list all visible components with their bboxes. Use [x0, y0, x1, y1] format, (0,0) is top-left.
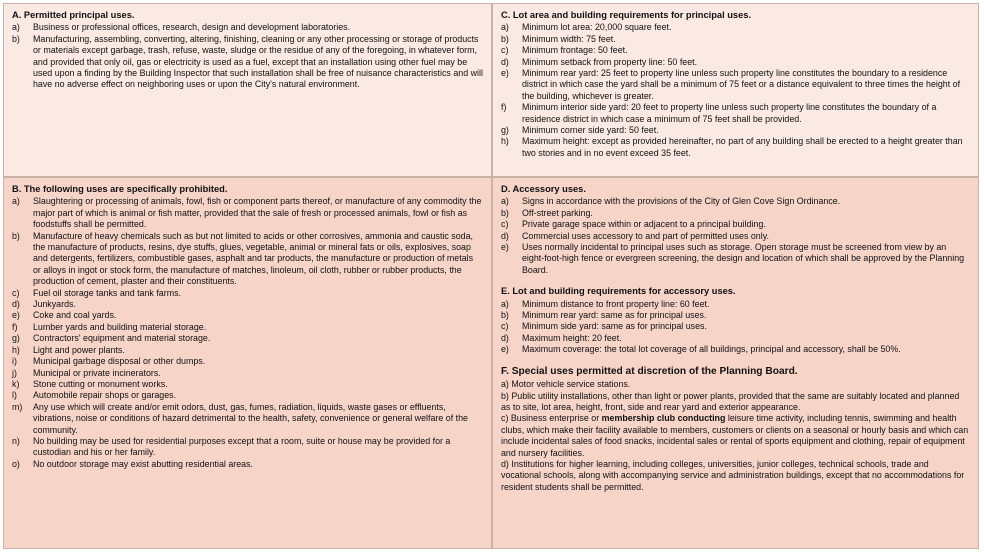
item-text: Any use which will create and/or emit odors, dust, gas, fumes, radiation, liquids, waste gases or effluents, vibrations, noise or conditions of hazard detrimental to the health, safety, convenience or general welfare of the community. — [33, 401, 468, 435]
item-marker: a) — [12, 196, 20, 207]
item-marker: b) — [501, 310, 509, 321]
item-text: Minimum rear yard: 25 feet to property line unless such property line constitutes the boundary to a residence district in which case the yard shall be a minimum of 75 feet or a distance equivalent to three times the height of the building, whichever is greater. — [522, 68, 961, 101]
list-item — [501, 136, 970, 159]
item-marker: m) — [12, 401, 23, 412]
list-item — [501, 344, 970, 355]
item-text: No building may be used for residential purposes except that a room, suite or house may be provided for a custodian and his or her family. — [33, 435, 451, 458]
item-text: leisure time activity, including tennis, swimming and health clubs, which make their facility available to members, customers or clients on a seasonal or hourly basis and which can include incidental sales of food snacks, incidental sales or rental of sports equipment and clothing, repair of equipment and nursery facilities. — [501, 413, 969, 458]
section-e-list — [501, 299, 970, 356]
section-b-heading: B. The following uses are specifically prohibited. — [12, 184, 228, 194]
item-text: Business or professional offices, research, design and development laboratories. — [33, 22, 351, 33]
item-text: Minimum rear yard: same as for principal uses. — [522, 310, 707, 321]
section-f-heading: F. Special uses permitted at discretion of the Planning Board. — [501, 365, 798, 377]
item-marker: n) — [12, 435, 20, 446]
section-a-heading: A. Permitted principal uses. — [12, 10, 135, 20]
section-f-item-d: d) Institutions for higher learning, including colleges, universities, junior colleges, technical schools, trade and vocational schools, along with accompanying service and administration buildings, except that no accommodations for resident students shall be permitted. — [501, 458, 965, 492]
item-marker: j) — [12, 367, 17, 378]
item-text: Automobile repair shops or garages. — [33, 390, 177, 401]
item-marker: d) — [501, 56, 509, 67]
item-text: Minimum interior side yard: 20 feet to property line unless such property line constitutes the boundary of a residence district in which case a minimum of 75 feet shall be provided. — [522, 102, 937, 124]
list-item — [12, 436, 483, 459]
item-text: Commercial uses accessory to and part of permitted uses only. — [522, 230, 769, 241]
list-item — [12, 231, 483, 288]
item-text: Minimum setback from property line: 50 feet. — [522, 56, 698, 67]
item-marker: d) — [501, 332, 509, 343]
list-item — [12, 322, 483, 333]
list-item — [12, 288, 483, 299]
list-item — [501, 321, 970, 332]
list-item — [12, 310, 483, 321]
item-marker: d) — [12, 299, 20, 310]
item-text: No outdoor storage may exist abutting residential areas. — [33, 458, 254, 469]
item-text: Lumber yards and building material storage. — [33, 321, 207, 332]
list-item — [501, 242, 970, 276]
section-f-item-b: b) Public utility installations, other than light or power plants, provided that the same are suitably located and planned as to site, lot area, height, front, side and rear yard and exterior appearance. — [501, 390, 960, 412]
item-text: Slaughtering or processing of animals, fowl, fish or component parts thereof, or manufacture of any commodity the major part of which is animal or fish matter, provided that the sale of fresh or processed animals, fowl or fish as foodstuffs shall be permitted. — [33, 196, 482, 230]
section-b-cell — [3, 177, 492, 549]
item-marker: a) — [12, 22, 20, 33]
item-marker: f) — [12, 321, 18, 332]
item-marker: a) — [501, 298, 509, 309]
section-c-heading: C. Lot area and building requirements for principal uses. — [501, 10, 752, 20]
section-a-cell — [3, 3, 492, 177]
section-d-heading: D. Accessory uses. — [501, 184, 586, 194]
section-d-list — [501, 196, 970, 276]
section-c-cell — [492, 3, 979, 177]
item-text: Light and power plants. — [33, 344, 125, 355]
list-item — [501, 310, 970, 321]
item-text: Uses normally incidental to principal uses such as storage. Open storage must be screened from view by an eight-foot-high fence or evergreen screening, the design and location of which shall be approved by the Planning Board. — [522, 242, 965, 275]
list-item — [12, 402, 483, 436]
list-item — [501, 333, 970, 344]
list-item — [501, 34, 970, 45]
item-marker: d) — [501, 230, 509, 241]
item-marker: b) — [12, 33, 20, 44]
list-item — [501, 45, 970, 56]
list-item — [12, 196, 483, 230]
section-def-cell — [492, 177, 979, 549]
item-text: c) Business enterprise or — [501, 413, 602, 424]
item-text: Contractors' equipment and material storage. — [33, 333, 211, 344]
item-text: Minimum side yard: same as for principal uses. — [522, 321, 707, 332]
item-text: Minimum width: 75 feet. — [522, 33, 616, 44]
item-text: Minimum frontage: 50 feet. — [522, 45, 628, 56]
item-marker: e) — [501, 242, 509, 253]
item-text: Junkyards. — [33, 299, 76, 310]
list-item — [501, 219, 970, 230]
item-text: Private garage space within or adjacent to a principal building. — [522, 219, 766, 230]
section-f-item-c — [501, 413, 970, 459]
item-marker: g) — [12, 333, 20, 344]
item-marker: k) — [12, 378, 20, 389]
list-item — [12, 368, 483, 379]
item-text: Stone cutting or monument works. — [33, 378, 168, 389]
section-c-list — [501, 22, 970, 159]
list-item — [12, 345, 483, 356]
section-b-list — [12, 196, 483, 470]
list-item — [12, 34, 483, 91]
item-marker: e) — [501, 344, 509, 355]
item-marker: h) — [12, 344, 20, 355]
item-text: Maximum height: except as provided hereinafter, no part of any building shall be erected to a height greater than two stories and in no event exceed 35 feet. — [522, 136, 963, 158]
list-item — [501, 68, 970, 102]
item-marker: c) — [501, 321, 509, 332]
item-marker: f) — [501, 102, 507, 113]
list-item — [501, 231, 970, 242]
section-e-heading: E. Lot and building requirements for accessory uses. — [501, 286, 736, 297]
list-item — [12, 379, 483, 390]
list-item — [501, 57, 970, 68]
list-item — [12, 356, 483, 367]
item-text: Municipal or private incinerators. — [33, 367, 161, 378]
item-text: Manufacture of heavy chemicals such as but not limited to acids or other corrosives, ammonia and caustic soda, the manufacture of products, resins, dye stuffs, glues, vegetable, animal or mineral fats or oils, explosives, soap and detergents, fertilizers, combustible gases, asphalt and tar products, the manufacture or production of metals or alloys in ingot or stock form, the manufacture of matches, linoleum, oil cloth, rubber or rubber products, the production of cement, plaster and their constituents. — [33, 230, 474, 287]
list-item — [501, 299, 970, 310]
item-marker: g) — [501, 125, 509, 136]
item-text: Municipal garbage disposal or other dumps. — [33, 356, 206, 367]
item-marker: c) — [501, 219, 509, 230]
list-item — [501, 125, 970, 136]
item-text: Signs in accordance with the provisions of the City of Glen Cove Sign Ordinance. — [522, 196, 841, 207]
list-item — [12, 22, 483, 33]
item-text: Fuel oil storage tanks and tank farms. — [33, 287, 181, 298]
list-item — [501, 196, 970, 207]
item-marker: b) — [501, 33, 509, 44]
item-marker: a) — [501, 196, 509, 207]
item-marker: a) — [501, 22, 509, 33]
section-a-list — [12, 22, 483, 90]
bold-phrase: membership club conducting — [601, 413, 726, 424]
list-item — [12, 390, 483, 401]
item-marker: o) — [12, 458, 20, 469]
list-item — [501, 208, 970, 219]
section-f-item-a: a) Motor vehicle service stations. — [501, 379, 631, 390]
item-marker: l) — [12, 390, 17, 401]
item-marker: b) — [501, 207, 509, 218]
item-text: Manufacturing, assembling, converting, altering, finishing, cleaning or any other processing or storage of products or materials except garbage, trash, refuse, waste, sludge or the residue of any of the foregoing, in whatever form, and provided that only oil, gas or electricity is used as a fuel, except that an installation using other fuel may be used upon a finding by the Building Inspector that such installation shall be free of nuisance characteristics and will have no adverse effect on neighboring uses or upon the City's natural environment. — [33, 33, 483, 90]
item-marker: e) — [12, 310, 20, 321]
list-item — [501, 102, 970, 125]
item-marker: c) — [501, 45, 509, 56]
item-text: Off-street parking. — [522, 207, 593, 218]
list-item — [12, 333, 483, 344]
item-text: Coke and coal yards. — [33, 310, 117, 321]
item-text: Maximum coverage: the total lot coverage of all buildings, principal and accessory, shall be 50%. — [522, 344, 901, 355]
list-item — [501, 22, 970, 33]
item-text: Maximum height: 20 feet. — [522, 332, 622, 343]
item-marker: c) — [12, 287, 20, 298]
item-marker: i) — [12, 356, 17, 367]
list-item — [12, 299, 483, 310]
list-item — [12, 459, 483, 470]
item-text: Minimum corner side yard: 50 feet. — [522, 125, 659, 136]
zoning-table — [3, 3, 979, 549]
item-marker: h) — [501, 136, 509, 147]
item-marker: e) — [501, 68, 509, 79]
item-text: Minimum lot area: 20,000 square feet. — [522, 22, 672, 33]
item-text: Minimum distance to front property line: 60 feet. — [522, 298, 710, 309]
item-marker: b) — [12, 230, 20, 241]
